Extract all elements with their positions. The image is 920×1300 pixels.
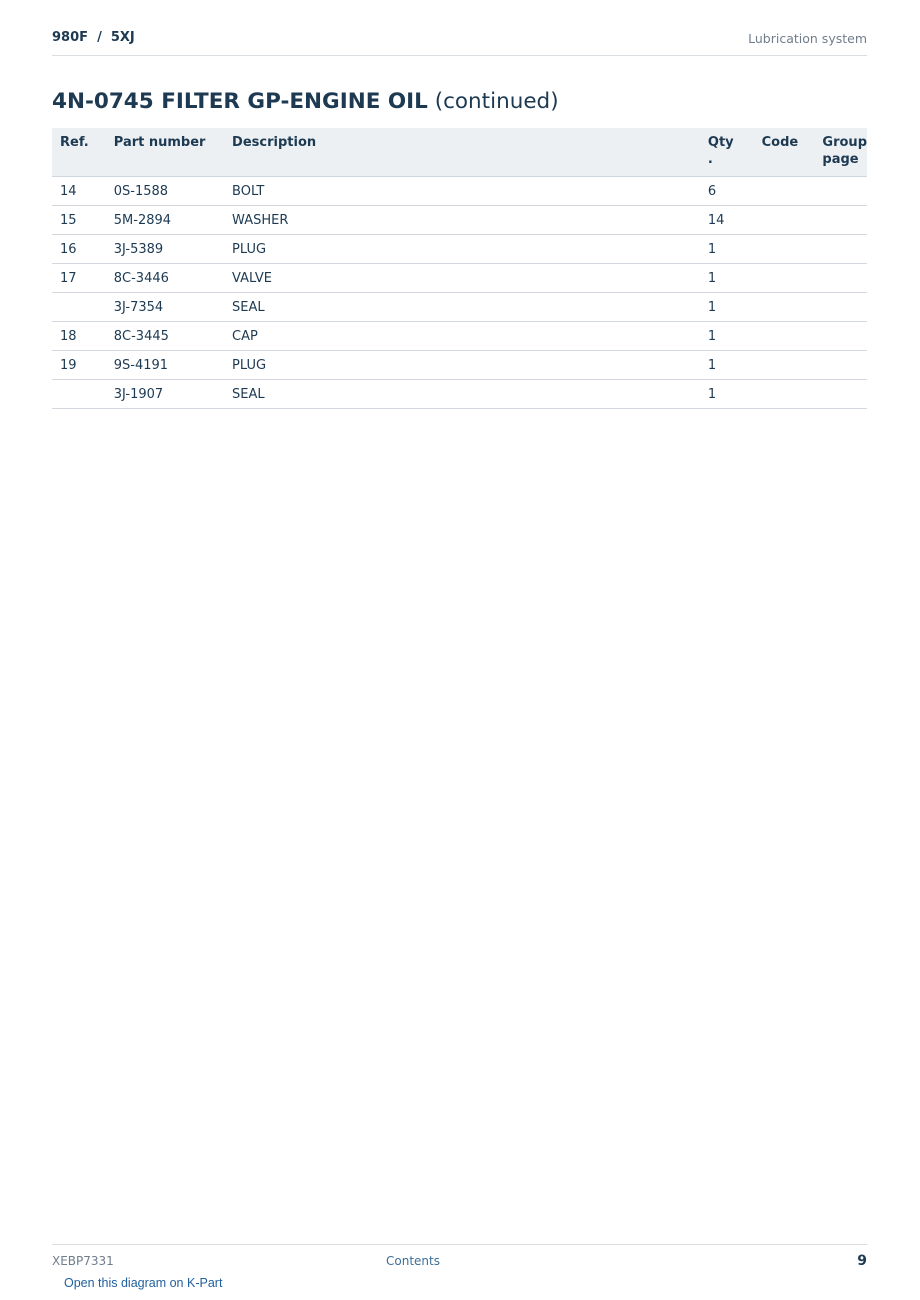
cell-description: VALVE xyxy=(224,264,700,293)
cell-group-page xyxy=(814,293,867,322)
contents-link[interactable]: Contents xyxy=(386,1254,440,1268)
title-suffix: (continued) xyxy=(434,89,559,114)
open-kpart-link[interactable]: Open this diagram on K-Part xyxy=(64,1276,223,1290)
cell-qty: 1 xyxy=(700,322,754,351)
cell-part-number: 3J-7354 xyxy=(106,293,224,322)
table-row xyxy=(52,380,867,409)
cell-description: SEAL xyxy=(224,293,700,322)
cell-part-number: 3J-5389 xyxy=(106,235,224,264)
page-footer xyxy=(52,1244,867,1275)
table-row xyxy=(52,177,867,206)
cell-ref: 19 xyxy=(52,351,106,380)
parts-table-header xyxy=(52,128,867,177)
cell-code xyxy=(754,177,815,206)
cell-part-number: 5M-2894 xyxy=(106,206,224,235)
table-row xyxy=(52,264,867,293)
cell-description: SEAL xyxy=(224,380,700,409)
cell-code xyxy=(754,235,815,264)
cell-code xyxy=(754,322,815,351)
cell-description: PLUG xyxy=(224,351,700,380)
table-row xyxy=(52,322,867,351)
table-row xyxy=(52,293,867,322)
cell-ref xyxy=(52,293,106,322)
page-title xyxy=(52,89,559,114)
header-description: Description xyxy=(224,128,700,177)
table-row xyxy=(52,235,867,264)
parts-table xyxy=(52,128,867,409)
parts-table-body xyxy=(52,177,867,409)
cell-code xyxy=(754,264,815,293)
page-header xyxy=(52,28,867,56)
header-code: Code xyxy=(754,128,815,177)
cell-qty: 1 xyxy=(700,351,754,380)
section-name: Lubrication system xyxy=(748,31,867,46)
header-group-page: Group page xyxy=(814,128,867,177)
cell-qty: 1 xyxy=(700,380,754,409)
cell-group-page xyxy=(814,351,867,380)
cell-group-page xyxy=(814,380,867,409)
header-ref: Ref. xyxy=(52,128,106,177)
cell-group-page xyxy=(814,206,867,235)
document-id: XEBP7331 xyxy=(52,1254,114,1268)
cell-qty: 1 xyxy=(700,293,754,322)
cell-ref: 14 xyxy=(52,177,106,206)
cell-code xyxy=(754,206,815,235)
title-main: 4N-0745 FILTER GP-ENGINE OIL xyxy=(52,89,428,114)
machine-model: 980F / 5XJ xyxy=(52,30,135,45)
cell-group-page xyxy=(814,177,867,206)
header-qty xyxy=(700,128,754,177)
cell-code xyxy=(754,380,815,409)
cell-code xyxy=(754,293,815,322)
cell-qty: 1 xyxy=(700,235,754,264)
cell-ref xyxy=(52,380,106,409)
cell-ref: 15 xyxy=(52,206,106,235)
cell-part-number: 8C-3445 xyxy=(106,322,224,351)
cell-qty: 14 xyxy=(700,206,754,235)
cell-ref: 16 xyxy=(52,235,106,264)
cell-ref: 17 xyxy=(52,264,106,293)
cell-ref: 18 xyxy=(52,322,106,351)
cell-code xyxy=(754,351,815,380)
cell-description: CAP xyxy=(224,322,700,351)
cell-description: BOLT xyxy=(224,177,700,206)
cell-qty: 6 xyxy=(700,177,754,206)
cell-part-number: 8C-3446 xyxy=(106,264,224,293)
cell-qty: 1 xyxy=(700,264,754,293)
cell-group-page xyxy=(814,264,867,293)
page-number: 9 xyxy=(857,1253,867,1269)
table-row xyxy=(52,351,867,380)
cell-description: WASHER xyxy=(224,206,700,235)
header-qty-label: Qty xyxy=(707,135,734,150)
header-part-number: Part number xyxy=(106,128,224,177)
cell-group-page xyxy=(814,235,867,264)
header-qty-sub: . xyxy=(707,152,713,167)
table-row xyxy=(52,206,867,235)
cell-part-number: 3J-1907 xyxy=(106,380,224,409)
cell-group-page xyxy=(814,322,867,351)
cell-description: PLUG xyxy=(224,235,700,264)
header-row xyxy=(52,128,867,177)
cell-part-number: 0S-1588 xyxy=(106,177,224,206)
cell-part-number: 9S-4191 xyxy=(106,351,224,380)
